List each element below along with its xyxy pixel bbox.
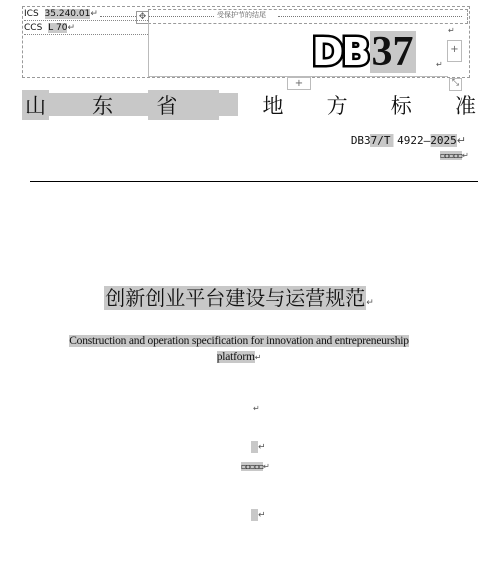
standard-number	[351, 134, 466, 147]
paragraph-mark: ↵	[258, 510, 266, 521]
empty-paragraph: ↵	[253, 404, 260, 413]
add-row-button[interactable]: +	[287, 77, 311, 90]
protected-section-note: 受保护节的结尾	[217, 11, 266, 19]
paragraph-mark: ↵	[254, 353, 262, 362]
paragraph-mark: ↵	[67, 23, 76, 33]
ccs-row	[24, 22, 148, 35]
paragraph-mark: ↵	[90, 9, 98, 19]
db-code: DB	[312, 30, 369, 74]
ccs-value[interactable]: L 70	[48, 23, 68, 33]
db-logo	[312, 31, 416, 73]
table-cell-right-border	[148, 22, 149, 76]
title-zh-line	[0, 284, 478, 317]
province-char: 标	[390, 94, 412, 118]
province-char: 省	[148, 90, 219, 120]
header-rule	[30, 181, 478, 182]
paragraph-mark: ↵	[263, 462, 270, 471]
date-placeholder	[241, 462, 270, 471]
paragraph-mark: ↵	[456, 134, 466, 147]
paragraph-mark: ↵	[462, 151, 469, 160]
paragraph-mark: ↵	[366, 298, 374, 308]
add-column-button[interactable]: +	[447, 40, 462, 62]
title-zh[interactable]: 创新创业平台建设与运营规范	[105, 286, 366, 310]
title-en-line2[interactable]: platform	[216, 351, 255, 363]
empty-shaded-paragraph	[251, 509, 266, 521]
ics-label: ICS	[24, 9, 39, 19]
empty-shaded-paragraph	[251, 441, 266, 453]
standard-type-line	[22, 92, 476, 118]
province-char: 东	[92, 94, 114, 118]
replaces-placeholder	[440, 151, 469, 160]
province-char: 方	[326, 94, 348, 118]
ics-value[interactable]: 35.240.01	[44, 9, 91, 19]
paragraph-mark: ↵	[436, 60, 443, 69]
protected-dotted-line-right	[278, 16, 462, 17]
ics-row	[24, 8, 148, 21]
date-placeholder-text[interactable]: ▫▫▫▫▫	[241, 462, 264, 471]
resize-handle[interactable]: ⤡	[449, 78, 462, 91]
province-char: 山	[22, 90, 49, 120]
replaces-placeholder-text[interactable]: ▫▫▫▫▫	[440, 151, 463, 160]
province-char: 地	[262, 94, 284, 118]
table-move-handle[interactable]: ✥	[136, 11, 149, 24]
title-en-line1[interactable]: Construction and operation specification for innovation and entrepreneurship	[69, 335, 409, 347]
paragraph-mark: ↵	[448, 26, 455, 35]
standard-number-text[interactable]: DB37/T 4922—2025	[350, 134, 457, 147]
title-en	[0, 333, 478, 366]
db-number: 37	[371, 29, 414, 75]
province-char: 准	[454, 94, 476, 118]
ccs-label: CCS	[24, 23, 43, 33]
paragraph-mark: ↵	[258, 442, 266, 453]
